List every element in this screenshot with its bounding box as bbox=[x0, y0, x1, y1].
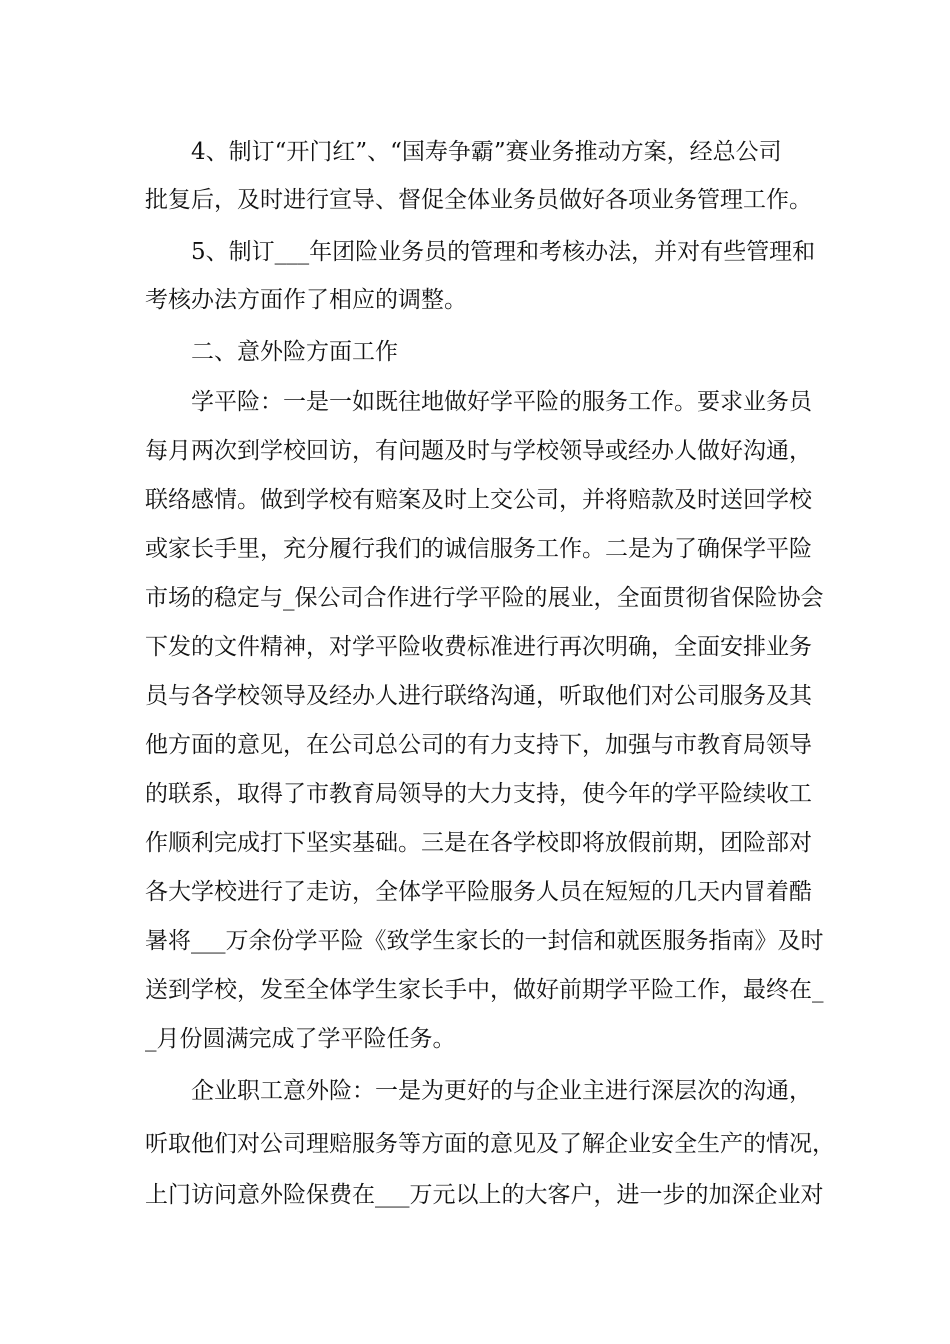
paragraph-qiyezhigong-line-1: 企业职工意外险：一是为更好的与企业主进行深层次的沟通， bbox=[191, 1078, 812, 1104]
paragraph-5-line-2: 考核办法方面作了相应的调整。 bbox=[145, 287, 467, 313]
section-heading: 二、意外险方面工作 bbox=[191, 339, 398, 365]
paragraph-xuepingxian-line-14: _月份圆满完成了学平险任务。 bbox=[145, 1026, 456, 1052]
paragraph-xuepingxian-line-2: 每月两次到学校回访，有问题及时与学校领导或经办人做好沟通， bbox=[145, 438, 812, 464]
paragraph-xuepingxian-line-1: 学平险：一是一如既往地做好学平险的服务工作。要求业务员 bbox=[191, 389, 812, 415]
paragraph-xuepingxian-line-9: 的联系，取得了市教育局领导的大力支持，使今年的学平险续收工 bbox=[145, 781, 812, 807]
paragraph-xuepingxian-line-11: 各大学校进行了走访，全体学平险服务人员在短短的几天内冒着酷 bbox=[145, 879, 812, 905]
paragraph-xuepingxian-line-12: 暑将___万余份学平险《致学生家长的一封信和就医服务指南》及时 bbox=[145, 928, 824, 954]
paragraph-4-line-2: 批复后，及时进行宣导、督促全体业务员做好各项业务管理工作。 bbox=[145, 187, 812, 213]
paragraph-xuepingxian-line-10: 作顺利完成打下坚实基础。三是在各学校即将放假前期，团险部对 bbox=[145, 830, 812, 856]
paragraph-qiyezhigong-line-2: 听取他们对公司理赔服务等方面的意见及了解企业安全生产的情况， bbox=[145, 1131, 835, 1157]
paragraph-4-line-1: 4、制订“开门红”、“国寿争霸”赛业务推动方案，经总公司 bbox=[191, 139, 782, 165]
paragraph-5-line-1: 5、制订___年团险业务员的管理和考核办法，并对有些管理和 bbox=[191, 239, 816, 265]
paragraph-xuepingxian-line-5: 市场的稳定与_保公司合作进行学平险的展业，全面贯彻省保险协会 bbox=[145, 585, 824, 611]
paragraph-xuepingxian-line-8: 他方面的意见，在公司总公司的有力支持下，加强与市教育局领导 bbox=[145, 732, 812, 758]
paragraph-xuepingxian-line-13: 送到学校，发至全体学生家长手中，做好前期学平险工作，最终在_ bbox=[145, 977, 824, 1003]
paragraph-xuepingxian-line-3: 联络感情。做到学校有赔案及时上交公司，并将赔款及时送回学校 bbox=[145, 487, 812, 513]
paragraph-xuepingxian-line-7: 员与各学校领导及经办人进行联络沟通，听取他们对公司服务及其 bbox=[145, 683, 812, 709]
paragraph-xuepingxian-line-4: 或家长手里，充分履行我们的诚信服务工作。二是为了确保学平险 bbox=[145, 536, 812, 562]
paragraph-qiyezhigong-line-3: 上门访问意外险保费在___万元以上的大客户，进一步的加深企业对 bbox=[145, 1182, 824, 1208]
paragraph-xuepingxian-line-6: 下发的文件精神，对学平险收费标准进行再次明确，全面安排业务 bbox=[145, 634, 812, 660]
